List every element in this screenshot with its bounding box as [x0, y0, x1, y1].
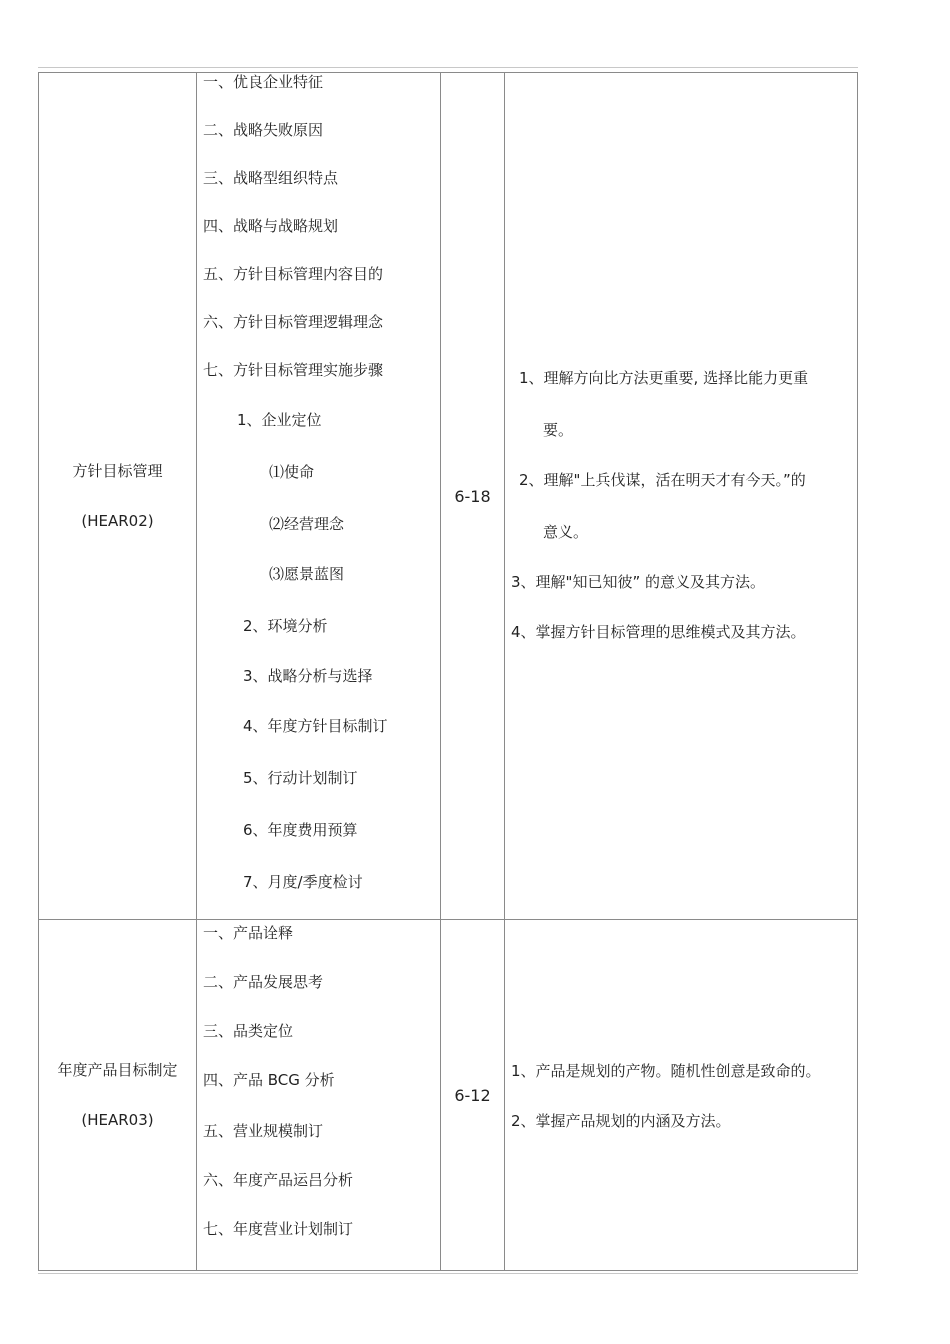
outline-item: 七、年度营业计划制订: [203, 1220, 354, 1238]
table-row: [39, 73, 858, 920]
goal-item-continued: 意义。: [543, 523, 589, 541]
bottom-frame-line: [38, 1273, 858, 1274]
outline-item: 五、营业规模制订: [203, 1122, 324, 1140]
goal-item: 3、理解"知已知彼” 的意义及其方法。: [511, 573, 765, 591]
outline-item: 一、产品诠释: [203, 924, 294, 942]
course-name-cell: [39, 73, 197, 920]
course-name-cell: [39, 920, 197, 1271]
outline-subsubitem: ⑴使命: [269, 463, 315, 481]
outline-item: 七、方针目标管理实施步骤: [203, 361, 384, 379]
goal-item: 2、理解"上兵伐谋，活在明天才有今天。”的: [519, 471, 806, 489]
course-hours: 6-18: [441, 73, 505, 920]
outline-subitem: 3、战略分析与选择: [243, 667, 373, 685]
outline-subsubitem: ⑵经营理念: [269, 515, 345, 533]
course-code: (HEAR03): [81, 1111, 154, 1129]
outline-subitem: 5、行动计划制订: [243, 769, 358, 787]
outline-subitem: 4、年度方针目标制订: [243, 717, 388, 735]
course-code: (HEAR02): [81, 512, 154, 530]
outline-item: 三、品类定位: [203, 1022, 294, 1040]
outline-subitem: 7、月度/季度检讨: [243, 873, 363, 891]
outline-item: 六、方针目标管理逻辑理念: [203, 313, 384, 331]
outline-item: 四、战略与战略规划: [203, 217, 339, 235]
course-hours: 6-12: [441, 920, 505, 1271]
course-goals-cell: [505, 73, 858, 920]
outline-item: 四、产品 BCG 分析: [203, 1071, 335, 1089]
course-outline-cell: [197, 920, 441, 1271]
top-frame-line: [38, 67, 858, 68]
course-goals-cell: [505, 920, 858, 1271]
outline-subsubitem: ⑶愿景蓝图: [269, 565, 345, 583]
outline-subitem: 1、企业定位: [237, 411, 322, 429]
outline-item: 六、年度产品运吕分析: [203, 1171, 354, 1189]
goal-item-continued: 要。: [543, 421, 574, 439]
outline-item: 一、优良企业特征: [203, 73, 324, 91]
outline-item: 五、方针目标管理内容目的: [203, 265, 384, 283]
course-outline-cell: [197, 73, 441, 920]
goal-item: 1、产品是规划的产物。随机性创意是致命的。: [511, 1062, 821, 1080]
course-table: [38, 72, 858, 1271]
outline-subitem: 6、年度费用预算: [243, 821, 358, 839]
outline-subitem: 2、环境分析: [243, 617, 328, 635]
goal-item: 2、掌握产品规划的内涵及方法。: [511, 1112, 731, 1130]
outline-item: 二、战略失败原因: [203, 121, 324, 139]
course-name: 方针目标管理: [72, 462, 163, 480]
goal-item: 4、掌握方针目标管理的思维模式及其方法。: [511, 623, 806, 641]
outline-item: 二、产品发展思考: [203, 973, 324, 991]
course-name: 年度产品目标制定: [57, 1061, 178, 1079]
goal-item: 1、理解方向比方法更重要, 选择比能力更重: [519, 369, 809, 387]
outline-item: 三、战略型组织特点: [203, 169, 339, 187]
table-row: [39, 920, 858, 1271]
